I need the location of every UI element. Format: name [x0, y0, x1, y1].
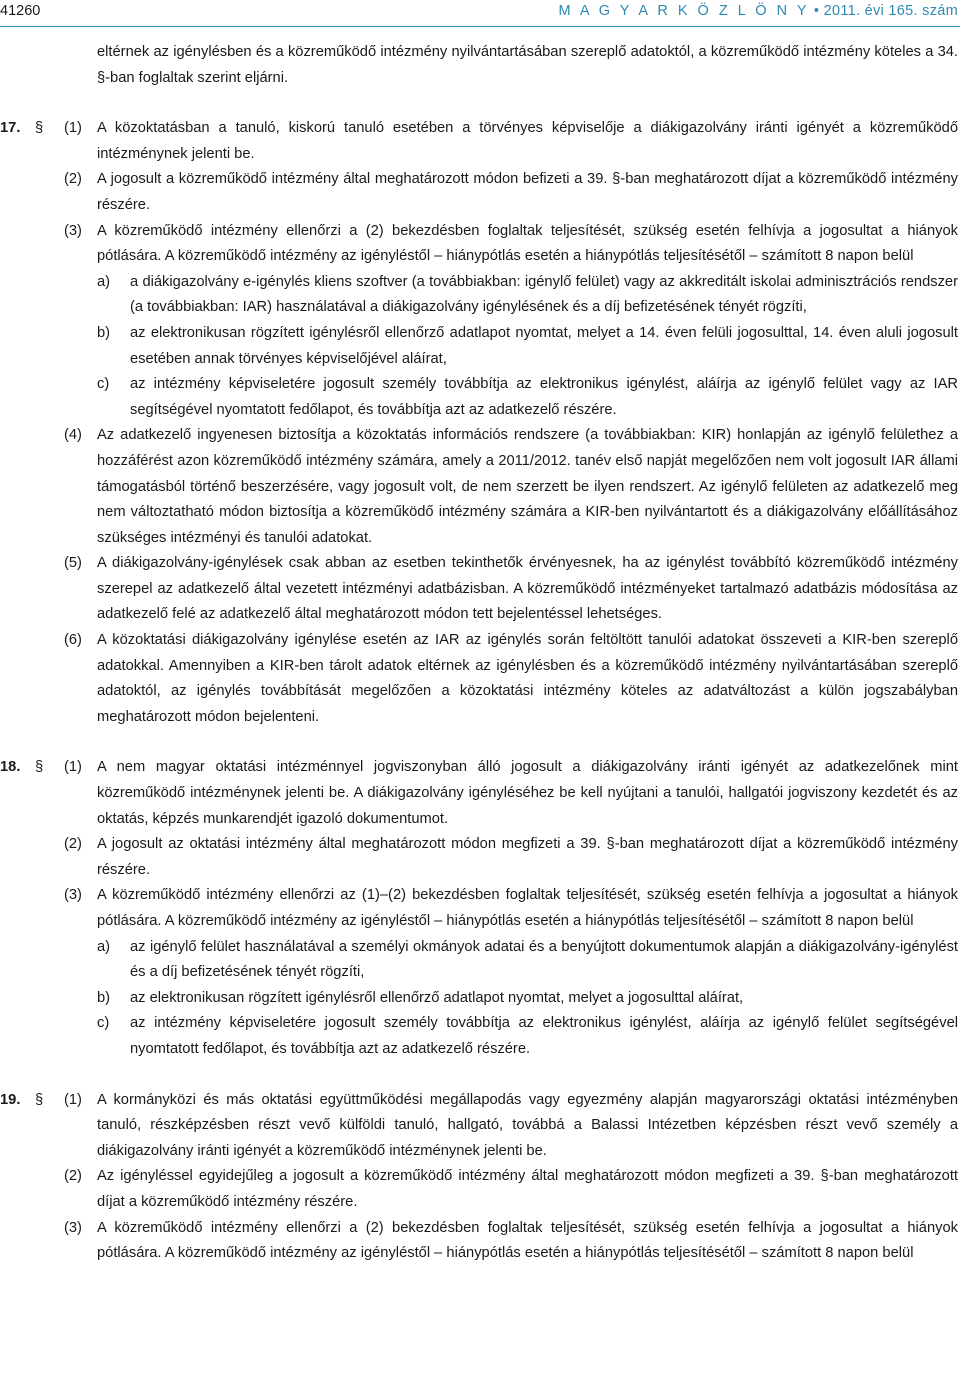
item-text: a diákigazolvány e-igénylés kliens szoftver (a továbbiakban: igénylő felület) vagy az akkreditált iskolai adminisztrációs rendszer (a továbbiakban: IAR) használatával a diákigazolvány igénylésének és a díj befizetésének tényét rögzíti,	[130, 273, 958, 316]
list-item	[97, 935, 958, 986]
list-item	[97, 270, 958, 321]
paragraph-number: (3)	[64, 222, 82, 239]
paragraph-19-1	[64, 1088, 958, 1165]
journal-name: M A G Y A R K Ö Z L Ö N Y	[558, 3, 810, 19]
paragraph-text: A közoktatásban a tanuló, kiskorú tanuló esetében a törvényes képviselője a diákigazolvány iránti igényét a közreműködő intézménynek jelenti be.	[97, 120, 958, 162]
paragraph-number: (5)	[64, 555, 82, 572]
paragraph-17-6	[64, 628, 958, 730]
paragraph-text: A közoktatási diákigazolvány igénylése esetén az IAR az igénylés során feltöltött tanulói adatokat összeveti a KIR-ben szereplő adatokkal. Amennyiben a KIR-ben tárolt adatok eltérnek az igénylésben és a közreműködő intézmény nyilvántartásában szereplő adatoktól, az igénylés továbbítását megelőzően a közoktatási intézmény köteles az adatváltozást a külön jogszabályban meghatározott módon bejelenteni.	[97, 632, 958, 725]
paragraph-number: (2)	[64, 171, 82, 188]
item-text: az elektronikusan rögzített igénylésről ellenőrző adatlapot nyomtat, melyet a jogosulttal aláírat,	[130, 989, 744, 1006]
item-letter: a)	[97, 938, 111, 955]
section-sign: §	[35, 1091, 44, 1108]
section-sign: §	[35, 120, 44, 137]
paragraph-17-3	[64, 219, 958, 424]
paragraph-text: A közreműködő intézmény ellenőrzi a (2) bekezdésben foglaltak teljesítését, szükség esetén felhívja a jogosultat a hiányok pótlására. A közreműködő intézmény az igényléstől – hiánypótlás esetén a hiánypótlás teljesítésétől – számított 8 napon belül	[97, 1219, 958, 1262]
paragraph-text: A közreműködő intézmény ellenőrzi a (2) bekezdésben foglaltak teljesítését, szükség esetén felhívja a jogosultat a hiányok pótlására. A közreműködő intézmény az igényléstől – hiánypótlás esetén a hiánypótlás teljesítésétől – számított 8 napon belül	[97, 222, 958, 265]
paragraph-number: (4)	[64, 427, 82, 444]
paragraph-18-3	[64, 883, 958, 1062]
running-title	[559, 3, 958, 19]
paragraph-18-1	[64, 755, 958, 832]
paragraph-19-2	[64, 1164, 958, 1215]
section-sign: §	[35, 759, 44, 776]
paragraph-number: (3)	[64, 1219, 82, 1236]
section-number: 19.	[0, 1091, 21, 1108]
paragraph-number: (6)	[64, 632, 82, 649]
item-text: az igénylő felület használatával a személyi okmányok adatai és a benyújtott dokumentumok alapján a diákigazolvány-igénylést és a díj befizetésének tényét rögzíti,	[130, 938, 958, 981]
item-text: az intézmény képviseletére jogosult személy továbbítja az elektronikus igénylést, aláírja az igénylő felület segítségével nyomtatott fedőlapot, és továbbítja azt az adatkezelő részére.	[130, 1015, 958, 1057]
item-letter: b)	[97, 989, 111, 1006]
paragraph-17-5	[64, 551, 958, 628]
item-text: az intézmény képviseletére jogosult személy továbbítja az elektronikus igénylést, aláírja az igénylő felület vagy az IAR segítségével nyomtatott fedőlapot, és továbbítja azt az adatkezelő részére.	[130, 376, 958, 418]
item-letter: b)	[97, 324, 111, 341]
item-letter: c)	[97, 376, 110, 393]
list-item	[97, 986, 958, 1012]
paragraph-text: Az adatkezelő ingyenesen biztosítja a közoktatás információs rendszere (a továbbiakban: KIR) honlapján az igénylő felülethez a hozzáférést azon közreműködő intézmény számára, amely a 2011/2012. tanév első napját megelőzően nem volt jogosult IAR állami támogatásból történő beszerzésére, vagy jogosult volt, de nem szerzett be ilyen rendszert. Az igénylő felületen az adatkezelő meg nem változtatható módon biztosítja a közreműködő intézmény számára a KIR-ben nyilvántartott és a diákigazolvány előállításához szükséges intézményi és tanulói adatokat.	[97, 427, 958, 546]
list-item	[97, 1011, 958, 1062]
header-rule	[0, 26, 960, 27]
section-number: 18.	[0, 759, 21, 776]
paragraph-text: A közreműködő intézmény ellenőrzi az (1)–(2) bekezdésben foglaltak teljesítését, szükség esetén felhívja a jogosultat a hiányok pótlására. A közreműködő intézmény az igényléstől – hiánypótlás esetén a hiánypótlás teljesítésétől – számított 8 napon belül	[97, 887, 958, 929]
paragraph-number: (2)	[64, 1168, 82, 1185]
paragraph-number: (1)	[64, 1091, 82, 1108]
section-18	[0, 755, 958, 1062]
paragraph-text: Az igényléssel egyidejűleg a jogosult a közreműködő intézmény által meghatározott módon megfizeti a 39. §-ban meghatározott díjat a közreműködő intézmény részére.	[97, 1168, 958, 1210]
list-item	[97, 372, 958, 423]
paragraph-number: (3)	[64, 887, 82, 904]
paragraph-text: A kormányközi és más oktatási együttműködési megállapodás vagy egyezmény alapján magyarországi oktatási intézményben tanuló, részképzésben részt vevő külföldi tanuló, hallgató, továbbá a Balassi Intézetben képzésben részt vevő személy a diákigazolvány iránti igényét a közreműködő intézménynek jelenti be.	[97, 1091, 958, 1159]
intro-paragraph: eltérnek az igénylésben és a közreműködő intézmény nyilvántartásában szereplő adatoktól, a közreműködő intézmény köteles a 34. §-ban foglaltak szerint eljárni.	[97, 44, 958, 86]
paragraph-text: A jogosult az oktatási intézmény által meghatározott módon megfizeti a 39. §-ban meghatározott díjat a közreműködő intézmény részére.	[97, 836, 958, 878]
item-list	[97, 270, 958, 424]
paragraph-text: A jogosult a közreműködő intézmény által meghatározott módon befizeti a 39. §-ban meghatározott díjat a közreműködő intézmény részére.	[97, 171, 958, 213]
paragraph-17-4	[64, 423, 958, 551]
paragraph-number: (1)	[64, 759, 82, 776]
paragraph-number: (2)	[64, 836, 82, 853]
issue-label: 2011. évi 165. szám	[823, 3, 958, 19]
header-bullet: •	[813, 3, 820, 19]
list-item	[97, 321, 958, 372]
paragraph-19-3	[64, 1216, 958, 1267]
item-text: az elektronikusan rögzített igénylésről ellenőrző adatlapot nyomtat, melyet a 14. éven felüli jogosulttal, 14. éven aluli jogosult esetében annak törvényes képviselőjével aláírat,	[130, 324, 958, 367]
paragraph-18-2	[64, 832, 958, 883]
item-letter: c)	[97, 1015, 110, 1032]
item-letter: a)	[97, 273, 111, 290]
paragraph-17-2	[64, 167, 958, 218]
paragraph-text: A nem magyar oktatási intézménnyel jogviszonyban álló jogosult a diákigazolvány iránti igényét az adatkezelőnek mint közreműködő intézménynek jelenti be. A diákigazolvány igényléséhez be kell nyújtani a tanulói, hallgatói jogviszony kezdetét és az oktatás, képzés munkarendjét igazoló dokumentumot.	[97, 759, 958, 827]
paragraph-text: A diákigazolvány-igénylések csak abban az esetben tekinthetők érvényesnek, ha az igénylést továbbító közreműködő intézmény szerepel az adatkezelő által vezetett intézményi adatbázisban. A közreműködő intézményeket tartalmazó adatbázis módosítása az adatkezelő felé az adatkezelő által meghatározott módon tett bejelentéssel lehetséges.	[97, 555, 958, 623]
section-17	[0, 116, 958, 730]
document-body	[0, 40, 958, 1267]
section-19	[0, 1088, 958, 1267]
paragraph-number: (1)	[64, 120, 82, 137]
page-header	[0, 0, 960, 30]
page-number: 41260	[0, 3, 41, 19]
paragraph-17-1	[64, 116, 958, 167]
section-number: 17.	[0, 120, 21, 137]
item-list	[97, 935, 958, 1063]
